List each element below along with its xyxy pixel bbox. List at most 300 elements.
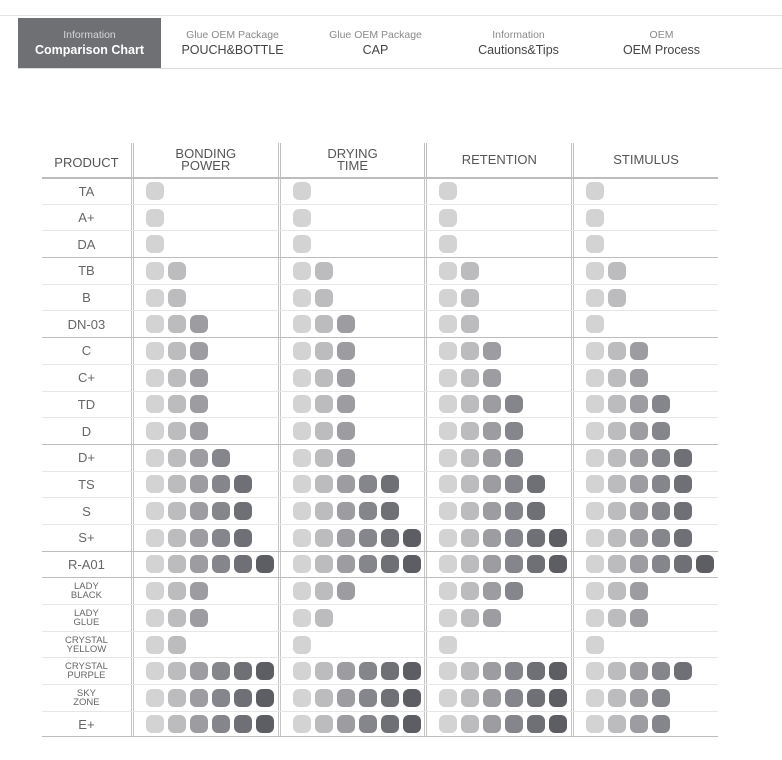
rating-dot [315, 422, 333, 440]
rating-dot [315, 449, 333, 467]
rating-dot [527, 662, 545, 680]
rating-dot [608, 582, 626, 600]
bonding-power-rating [131, 179, 278, 204]
table-row [42, 391, 718, 418]
rating-dot [549, 662, 567, 680]
drying-time-rating [278, 365, 425, 391]
rating-dot [190, 315, 208, 333]
table-row [42, 631, 718, 658]
rating-dot [483, 395, 501, 413]
drying-time-rating [278, 552, 425, 578]
rating-dot [168, 262, 186, 280]
stimulus-rating [571, 205, 718, 231]
drying-time-rating [278, 392, 425, 418]
rating-dot [168, 315, 186, 333]
rating-dot [439, 636, 457, 654]
rating-dot [168, 715, 186, 733]
rating-dot [381, 689, 399, 707]
rating-dot [505, 529, 523, 547]
rating-dot [168, 529, 186, 547]
rating-dot [461, 582, 479, 600]
rating-dot [483, 422, 501, 440]
rating-dot [359, 555, 377, 573]
rating-dot [315, 289, 333, 307]
stimulus-rating [571, 472, 718, 498]
retention-rating [424, 498, 571, 524]
rating-dot [439, 395, 457, 413]
retention-rating [424, 578, 571, 604]
rating-dot [359, 662, 377, 680]
rating-dot [461, 342, 479, 360]
rating-dot [608, 529, 626, 547]
tab-oem-process[interactable] [590, 18, 733, 68]
bonding-power-rating [131, 632, 278, 658]
rating-dot [505, 689, 523, 707]
product-name: A+ [78, 210, 95, 226]
rating-dot [586, 689, 604, 707]
rating-dot [146, 555, 164, 573]
rating-dot [212, 529, 230, 547]
rating-dot [505, 502, 523, 520]
rating-dot [461, 369, 479, 387]
stimulus-rating [571, 632, 718, 658]
tab-comparison-chart[interactable] [18, 18, 161, 68]
rating-dot [293, 289, 311, 307]
bonding-power-rating [131, 365, 278, 391]
rating-dot [439, 689, 457, 707]
tab-sublabel: Information [492, 28, 545, 41]
rating-dot [608, 475, 626, 493]
rating-dot [168, 475, 186, 493]
rating-dot [527, 555, 545, 573]
rating-dot [586, 262, 604, 280]
tab-pouch-bottle[interactable] [161, 18, 304, 68]
rating-dot [293, 449, 311, 467]
rating-dot [483, 342, 501, 360]
product-name: S+ [78, 530, 95, 546]
rating-dot [608, 662, 626, 680]
rating-dot [608, 395, 626, 413]
rating-dot [403, 662, 421, 680]
rating-dot [483, 475, 501, 493]
rating-dot [505, 422, 523, 440]
rating-dot [359, 689, 377, 707]
rating-dot [483, 555, 501, 573]
rating-dot [168, 342, 186, 360]
rating-dot [190, 502, 208, 520]
rating-dot [190, 369, 208, 387]
rating-dot [146, 475, 164, 493]
rating-dot [212, 475, 230, 493]
rating-dot [586, 235, 604, 253]
bonding-power-rating [131, 552, 278, 578]
rating-dot [146, 315, 164, 333]
retention-rating [424, 472, 571, 498]
rating-dot [630, 502, 648, 520]
rating-dot [212, 662, 230, 680]
stimulus-rating [571, 365, 718, 391]
rating-dot [293, 555, 311, 573]
rating-dot [439, 235, 457, 253]
product-name: D [81, 423, 92, 439]
bonding-power-header: BONDING POWER [131, 143, 278, 177]
tab-cautions-tips[interactable] [447, 18, 590, 68]
rating-dot [256, 662, 274, 680]
drying-time-rating [278, 285, 425, 311]
rating-dot [146, 342, 164, 360]
drying-time-rating [278, 258, 425, 284]
retention-rating [424, 658, 571, 684]
rating-dot [293, 422, 311, 440]
rating-dot [630, 555, 648, 573]
rating-dot [315, 475, 333, 493]
rating-dot [337, 422, 355, 440]
retention-rating [424, 205, 571, 231]
stimulus-rating [571, 552, 718, 578]
rating-dot [293, 689, 311, 707]
rating-dot [315, 395, 333, 413]
retention-rating [424, 418, 571, 444]
rating-dot [337, 449, 355, 467]
rating-dot [586, 315, 604, 333]
bonding-power-rating [131, 311, 278, 337]
retention-rating [424, 392, 571, 418]
drying-time-rating [278, 205, 425, 231]
rating-dot [337, 315, 355, 333]
table-row [42, 684, 718, 711]
table-row [42, 204, 718, 231]
rating-dot [586, 182, 604, 200]
product-name: SKY ZONE [73, 687, 100, 708]
stimulus-rating [571, 578, 718, 604]
rating-dot [505, 395, 523, 413]
tab-label: CAP [362, 42, 389, 57]
rating-dot [168, 636, 186, 654]
rating-dot [674, 662, 692, 680]
table-row [42, 417, 718, 444]
rating-dot [146, 636, 164, 654]
rating-dot [337, 689, 355, 707]
rating-dot [190, 475, 208, 493]
rating-dot [359, 475, 377, 493]
rating-dot [315, 689, 333, 707]
product-name: DA [77, 236, 96, 252]
rating-dot [652, 689, 670, 707]
rating-dot [315, 582, 333, 600]
rating-dot [674, 555, 692, 573]
retention-rating [424, 258, 571, 284]
drying-time-rating [278, 685, 425, 711]
rating-dot [652, 395, 670, 413]
rating-dot [146, 209, 164, 227]
rating-dot [483, 502, 501, 520]
rating-dot [190, 395, 208, 413]
rating-dot [168, 662, 186, 680]
rating-dot [505, 662, 523, 680]
rating-dot [439, 662, 457, 680]
top-divider [0, 15, 782, 16]
rating-dot [315, 715, 333, 733]
product-name: C+ [77, 370, 95, 386]
drying-time-rating [278, 525, 425, 551]
stimulus-rating [571, 311, 718, 337]
rating-dot [674, 502, 692, 520]
tab-sublabel: OEM [649, 28, 674, 41]
rating-dot [461, 609, 479, 627]
drying-time-rating [278, 179, 425, 204]
rating-dot [403, 689, 421, 707]
stimulus-header: STIMULUS [571, 143, 718, 177]
rating-dot [337, 369, 355, 387]
retention-header: RETENTION [424, 143, 571, 177]
rating-dot [505, 449, 523, 467]
tab-label: Comparison Chart [34, 42, 145, 57]
chart-header-row [42, 143, 718, 177]
rating-dot [608, 715, 626, 733]
rating-dot [168, 609, 186, 627]
rating-dot [190, 609, 208, 627]
table-row [42, 524, 718, 551]
rating-dot [234, 715, 252, 733]
rating-dot [293, 582, 311, 600]
tab-sublabel: Glue OEM Package [186, 28, 279, 41]
rating-dot [439, 369, 457, 387]
rating-dot [168, 502, 186, 520]
rating-dot [293, 235, 311, 253]
rating-dot [630, 662, 648, 680]
rating-dot [381, 502, 399, 520]
bonding-power-rating [131, 498, 278, 524]
rating-dot [608, 422, 626, 440]
rating-dot [674, 529, 692, 547]
rating-dot [381, 715, 399, 733]
rating-dot [256, 555, 274, 573]
comparison-chart [42, 143, 718, 737]
rating-dot [190, 715, 208, 733]
drying-time-rating [278, 605, 425, 631]
rating-dot [586, 715, 604, 733]
bonding-power-rating [131, 605, 278, 631]
rating-dot [315, 609, 333, 627]
product-name: TS [78, 476, 95, 492]
rating-dot [608, 289, 626, 307]
rating-dot [315, 662, 333, 680]
rating-dot [630, 422, 648, 440]
rating-dot [630, 395, 648, 413]
rating-dot [439, 555, 457, 573]
rating-dot [315, 315, 333, 333]
bonding-power-rating [131, 685, 278, 711]
rating-dot [439, 209, 457, 227]
table-row [42, 497, 718, 524]
tab-bar [18, 18, 782, 69]
rating-dot [586, 555, 604, 573]
table-row [42, 257, 718, 284]
rating-dot [293, 395, 311, 413]
tab-cap[interactable] [304, 18, 447, 68]
rating-dot [439, 449, 457, 467]
rating-dot [439, 289, 457, 307]
rating-dot [586, 289, 604, 307]
rating-dot [146, 449, 164, 467]
stimulus-rating [571, 179, 718, 204]
drying-time-rating [278, 231, 425, 257]
rating-dot [403, 555, 421, 573]
rating-dot [586, 209, 604, 227]
product-name: B [82, 290, 91, 306]
stimulus-rating [571, 605, 718, 631]
stimulus-rating [571, 258, 718, 284]
rating-dot [190, 342, 208, 360]
table-row [42, 230, 718, 257]
retention-rating [424, 632, 571, 658]
rating-dot [586, 369, 604, 387]
rating-dot [652, 715, 670, 733]
drying-time-rating [278, 311, 425, 337]
rating-dot [483, 369, 501, 387]
rating-dot [461, 689, 479, 707]
rating-dot [212, 715, 230, 733]
drying-time-rating [278, 418, 425, 444]
rating-dot [696, 555, 714, 573]
rating-dot [146, 715, 164, 733]
table-row [42, 657, 718, 684]
stimulus-rating [571, 445, 718, 471]
stimulus-rating [571, 525, 718, 551]
stimulus-rating [571, 285, 718, 311]
rating-dot [256, 689, 274, 707]
rating-dot [674, 475, 692, 493]
tab-label: OEM Process [622, 42, 701, 57]
rating-dot [293, 636, 311, 654]
table-row [42, 284, 718, 311]
rating-dot [293, 662, 311, 680]
rating-dot [190, 555, 208, 573]
rating-dot [586, 662, 604, 680]
rating-dot [461, 529, 479, 547]
bonding-power-rating [131, 525, 278, 551]
retention-rating [424, 365, 571, 391]
rating-dot [190, 449, 208, 467]
rating-dot [359, 715, 377, 733]
stimulus-rating [571, 712, 718, 737]
rating-dot [168, 395, 186, 413]
rating-dot [146, 182, 164, 200]
rating-dot [293, 502, 311, 520]
rating-dot [234, 689, 252, 707]
rating-dot [146, 582, 164, 600]
product-name: R-A01 [68, 556, 105, 572]
rating-dot [234, 475, 252, 493]
rating-dot [586, 342, 604, 360]
rating-dot [505, 715, 523, 733]
product-name: C [81, 343, 92, 359]
rating-dot [461, 555, 479, 573]
product-name: DN-03 [67, 316, 106, 332]
table-row [42, 177, 718, 204]
stimulus-rating [571, 658, 718, 684]
rating-dot [652, 449, 670, 467]
rating-dot [315, 529, 333, 547]
drying-time-rating [278, 578, 425, 604]
rating-dot [674, 449, 692, 467]
rating-dot [293, 609, 311, 627]
rating-dot [337, 475, 355, 493]
rating-dot [146, 235, 164, 253]
rating-dot [527, 715, 545, 733]
rating-dot [146, 529, 164, 547]
retention-rating [424, 685, 571, 711]
product-name: E+ [78, 716, 95, 732]
rating-dot [212, 689, 230, 707]
rating-dot [505, 475, 523, 493]
product-name: CRYSTAL YELLOW [64, 634, 108, 655]
rating-dot [461, 475, 479, 493]
retention-rating [424, 338, 571, 364]
retention-rating [424, 311, 571, 337]
rating-dot [630, 689, 648, 707]
rating-dot [168, 369, 186, 387]
bonding-power-rating [131, 285, 278, 311]
rating-dot [168, 555, 186, 573]
bonding-power-rating [131, 712, 278, 737]
rating-dot [461, 502, 479, 520]
rating-dot [168, 422, 186, 440]
rating-dot [549, 555, 567, 573]
rating-dot [461, 315, 479, 333]
rating-dot [483, 582, 501, 600]
drying-time-rating [278, 445, 425, 471]
table-row [42, 444, 718, 471]
rating-dot [315, 262, 333, 280]
retention-rating [424, 231, 571, 257]
rating-dot [652, 529, 670, 547]
retention-rating [424, 179, 571, 204]
rating-dot [483, 449, 501, 467]
rating-dot [527, 502, 545, 520]
rating-dot [293, 262, 311, 280]
retention-rating [424, 525, 571, 551]
rating-dot [293, 369, 311, 387]
rating-dot [586, 582, 604, 600]
rating-dot [146, 502, 164, 520]
rating-dot [234, 502, 252, 520]
product-name: TA [78, 183, 95, 199]
product-name: TD [77, 396, 96, 412]
drying-time-rating [278, 712, 425, 737]
rating-dot [359, 529, 377, 547]
rating-dot [652, 475, 670, 493]
bonding-power-rating [131, 658, 278, 684]
rating-dot [315, 342, 333, 360]
rating-dot [315, 369, 333, 387]
rating-dot [439, 475, 457, 493]
tab-label: POUCH&BOTTLE [181, 42, 284, 57]
rating-dot [234, 529, 252, 547]
rating-dot [483, 529, 501, 547]
rating-dot [168, 582, 186, 600]
rating-dot [359, 502, 377, 520]
rating-dot [527, 689, 545, 707]
rating-dot [381, 529, 399, 547]
table-row [42, 471, 718, 498]
product-column-header: PRODUCT [54, 154, 119, 170]
product-name: D+ [77, 450, 95, 466]
rating-dot [586, 502, 604, 520]
table-row [42, 337, 718, 364]
retention-rating [424, 445, 571, 471]
rating-dot [439, 582, 457, 600]
